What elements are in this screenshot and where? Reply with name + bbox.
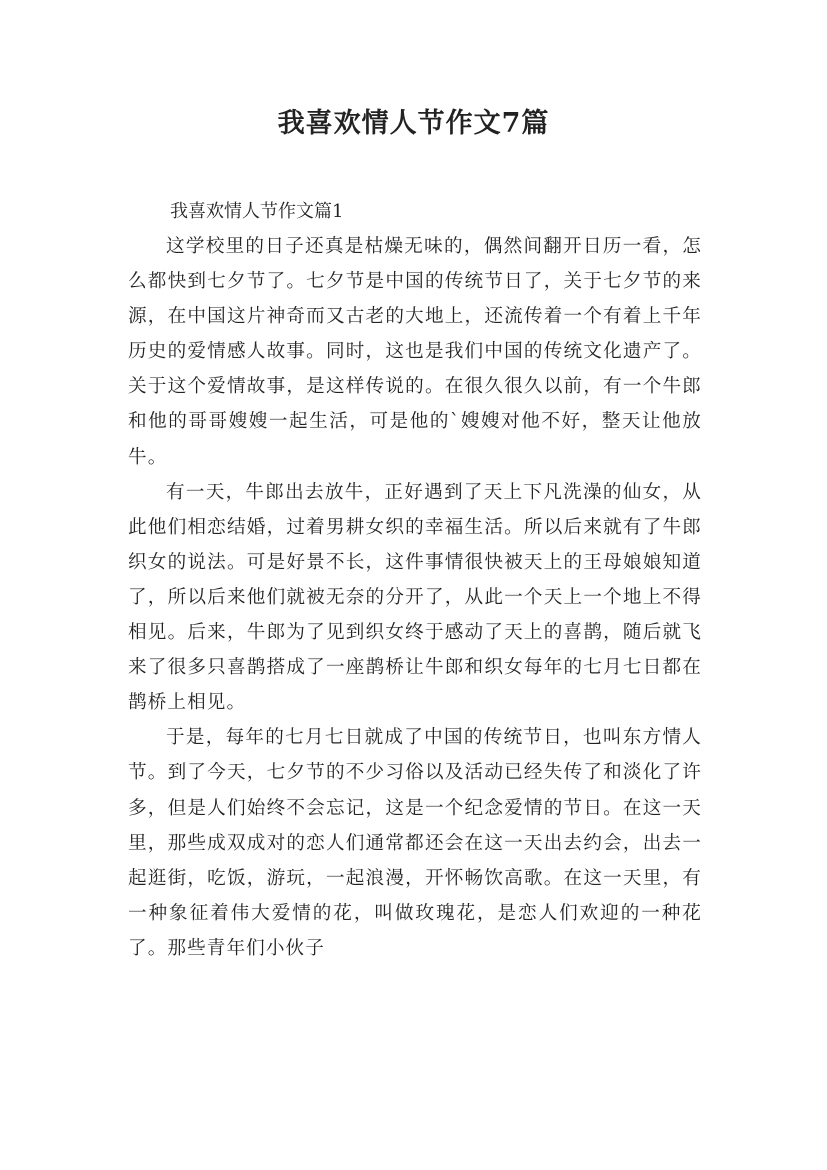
paragraph-1: 这学校里的日子还真是枯燥无味的，偶然间翻开日历一看，怎么都快到七夕节了。七夕节是中国的传统节日了，关于七夕节的来源，在中国这片神奇而又古老的大地上，还流传着一个有着上千年历史的爱情感人故事。同时，这也是我们中国的传统文化遗产了。关于这个爱情故事，是这样传说的。在很久很久以前，有一个牛郎和他的哥哥嫂嫂一起生活，可是他的`嫂嫂对他不好，整天让他放牛。 [128, 236, 702, 468]
paragraph-3: 于是，每年的七月七日就成了中国的传统节日，也叫东方情人节。到了今天，七夕节的不少习俗以及活动已经失传了和淡化了许多，但是人们始终不会忘记，这是一个纪念爱情的节日。在这一天里，那些成双成对的恋人们通常都还会在这一天出去约会，出去一起逛街，吃饭，游玩，一起浪漫，开怀畅饮高歌。在这一天里，有一种象征着伟大爱情的花，叫做玫瑰花，是恋人们欢迎的一种花了。那些青年们小伙子 [128, 727, 702, 959]
section-heading: 我喜欢情人节作文篇1 [170, 201, 344, 222]
paragraph-2: 有一天，牛郎出去放牛，正好遇到了天上下凡洗澡的仙女，从此他们相恋结婚，过着男耕女织的幸福生活。所以后来就有了牛郎织女的说法。可是好景不长，这件事情很快被天上的王母娘娘知道了，所以后来他们就被无奈的分开了，从此一个天上一个地上不得相见。后来，牛郎为了见到织女终于感动了天上的喜鹊，随后就飞来了很多只喜鹊搭成了一座鹊桥让牛郎和织女每年的七月七日都在鹊桥上相见。 [128, 481, 702, 714]
document-title: 我喜欢情人节作文7篇 [277, 108, 550, 139]
document-body [128, 194, 702, 966]
